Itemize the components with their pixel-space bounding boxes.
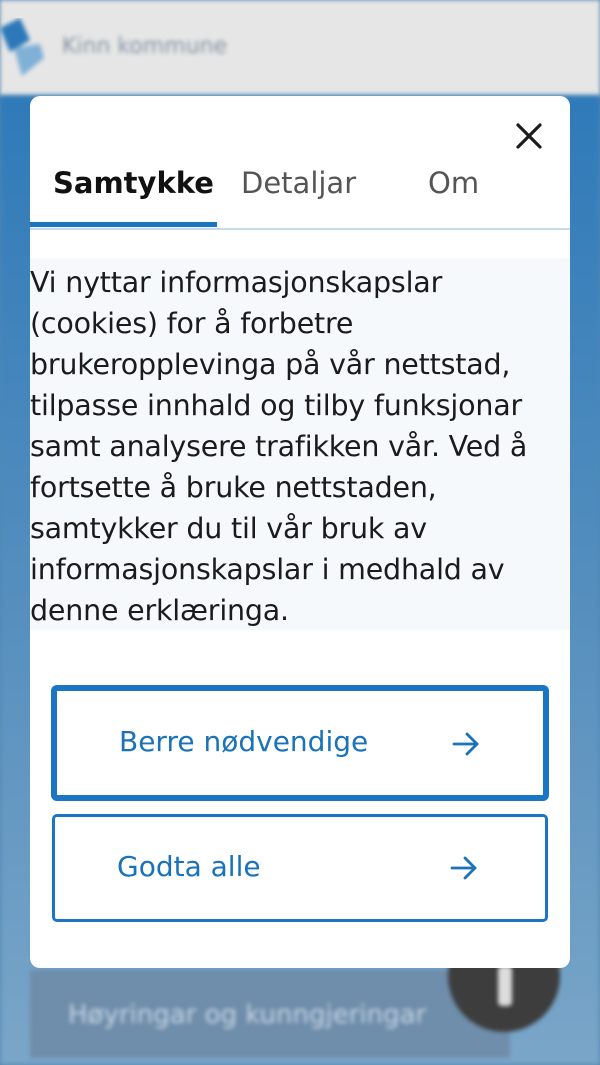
consent-text-line: fortsette å bruke nettstaden, <box>30 471 437 504</box>
tab-om[interactable]: Om <box>428 166 480 200</box>
consent-text-line: informasjonskapslar i medhald av <box>30 553 505 586</box>
floating-button-icon <box>498 966 512 1006</box>
tab-detaljar[interactable]: Detaljar <box>241 166 357 200</box>
consent-text-line: (cookies) for å forbetre <box>30 307 354 340</box>
accept-all-button[interactable] <box>52 814 548 922</box>
consent-text-line: samtykker du til vår bruk av <box>30 512 427 545</box>
cookie-consent-dialog <box>30 96 570 968</box>
consent-text-line: denne erklæringa. <box>30 594 289 627</box>
consent-text-line: brukeropplevinga på vår nettstad, <box>30 348 511 381</box>
active-tab-indicator <box>30 222 217 227</box>
necessary-only-label: Berre nødvendige <box>119 725 369 758</box>
site-name: Kinn kommune <box>62 34 228 59</box>
close-button[interactable] <box>511 118 547 154</box>
consent-text-line: tilpasse innhald og tilby funksjonar <box>30 389 523 422</box>
accept-all-label: Godta alle <box>117 850 261 883</box>
consent-text-line: samt analysere trafikken vår. Ved å <box>30 430 528 463</box>
arrow-right-icon <box>451 729 481 759</box>
consent-text <box>30 262 550 631</box>
background-link-label: Høyringar og kunngjeringar <box>68 1000 427 1030</box>
arrow-right-icon <box>449 853 479 883</box>
consent-text-line: Vi nyttar informasjonskapslar <box>30 266 443 299</box>
close-icon <box>516 123 542 149</box>
tab-samtykke[interactable]: Samtykke <box>53 166 214 200</box>
municipality-logo <box>0 18 46 78</box>
necessary-only-button[interactable] <box>52 686 548 800</box>
tab-bar <box>30 154 570 230</box>
